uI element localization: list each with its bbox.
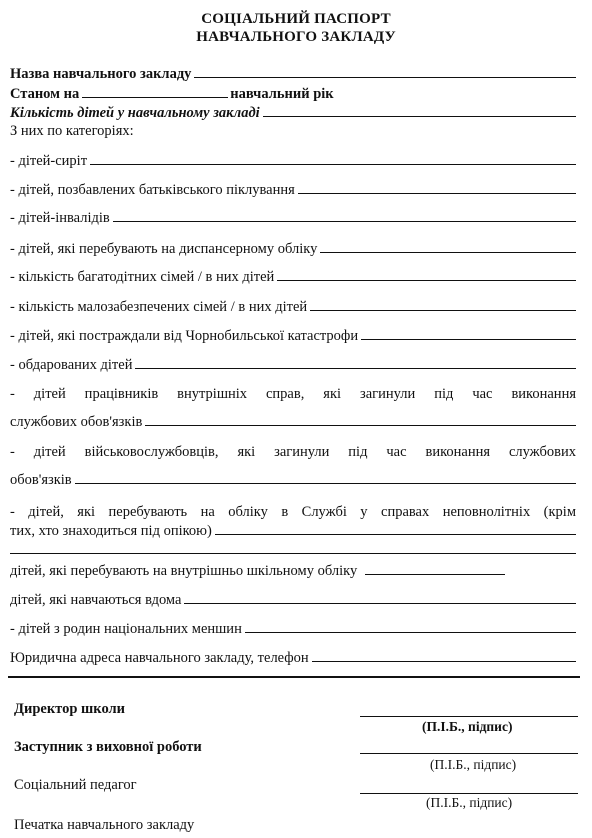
juvenile-row-1 [10, 503, 576, 521]
categories-heading-row [10, 122, 576, 140]
as-of-date-field[interactable] [82, 84, 228, 98]
large-families-label: - кількість багатодітних сімей / в них дітей [10, 269, 275, 285]
large-families-field[interactable] [277, 267, 576, 281]
children-count-label: Кількість дітей у навчальному закладі [10, 105, 260, 121]
children-count-field[interactable] [263, 103, 576, 117]
deprived-care-field[interactable] [298, 180, 576, 194]
section-divider [8, 676, 580, 678]
disabled-label: - дітей-інвалідів [10, 210, 110, 226]
interior-field[interactable] [145, 412, 576, 426]
school-name-field[interactable] [194, 64, 576, 78]
low-income-row [10, 297, 576, 316]
home-schooling-label: дітей, які навчаються вдома [10, 592, 182, 608]
interior-label-1: - дітей працівників внутрішніх справ, які загинули під час виконання [10, 386, 576, 402]
dispensary-field[interactable] [320, 239, 576, 253]
interior-label-2: службових обов'язків [10, 414, 143, 430]
gifted-field[interactable] [135, 355, 576, 369]
deprived-care-label: - дітей, позбавлених батьківського піклування [10, 182, 295, 198]
juvenile-field[interactable] [215, 521, 576, 535]
home-schooling-row [10, 590, 576, 609]
juvenile-row-2 [10, 521, 576, 540]
chernobyl-label: - дітей, які постраждали від Чорнобильської катастрофи [10, 328, 359, 344]
orphans-label: - дітей-сиріт [10, 153, 88, 169]
low-income-label: - кількість малозабезпечених сімей / в них дітей [10, 299, 308, 315]
minorities-field[interactable] [245, 619, 576, 633]
military-row-1 [10, 443, 576, 461]
gifted-label: - обдарованих дітей [10, 357, 133, 373]
chernobyl-row [10, 326, 576, 345]
gifted-row [10, 355, 576, 374]
children-count-row [10, 103, 576, 122]
deputy-label: Заступник з виховної роботи [14, 739, 202, 755]
military-label-1: - дітей військовослужбовців, які загинули під час виконання службових [10, 444, 576, 460]
social-pedagogue-label: Соціальний педагог [14, 777, 137, 793]
school-stamp-label: Печатка навчального закладу [14, 817, 195, 833]
interior-row-1 [10, 385, 576, 403]
minorities-row [10, 619, 576, 638]
military-field[interactable] [75, 470, 576, 484]
address-field[interactable] [312, 648, 576, 662]
internal-registry-label: дітей, які перебувають на внутрішньо шкільному обліку [10, 563, 358, 579]
juvenile-label-1: - дітей, які перебувають на обліку в Службі у справах неповнолітніх (крім [10, 504, 576, 520]
juvenile-label-2: тих, хто знаходиться під опікою) [10, 523, 212, 539]
categories-heading: З них по категоріях: [10, 123, 134, 139]
internal-registry-field[interactable] [365, 561, 505, 575]
interior-row-2 [10, 412, 576, 431]
dispensary-row [10, 239, 576, 258]
director-caption: (П.І.Б., підпис) [422, 719, 513, 734]
school-name-label: Назва навчального закладу [10, 66, 192, 82]
disabled-row [10, 208, 576, 227]
internal-registry-row [10, 561, 576, 580]
military-row-2 [10, 470, 576, 489]
social-pedagogue-caption: (П.І.Б., підпис) [426, 795, 513, 810]
school-name-row [10, 64, 576, 83]
orphans-field[interactable] [90, 151, 576, 165]
low-income-field[interactable] [310, 297, 576, 311]
military-label-2: обов'язків [10, 472, 72, 488]
director-signature-field[interactable] [360, 700, 578, 717]
deputy-caption: (П.І.Б., підпис) [430, 757, 517, 772]
dispensary-label: - дітей, які перебувають на диспансерному обліку [10, 241, 318, 257]
form-title-line2: НАВЧАЛЬНОГО ЗАКЛАДУ [196, 29, 396, 45]
address-row [10, 648, 576, 667]
juvenile-extra-line[interactable] [10, 553, 576, 554]
chernobyl-field[interactable] [361, 326, 576, 340]
minorities-label: - дітей з родин національних меншин [10, 621, 242, 637]
disabled-field[interactable] [113, 208, 576, 222]
home-schooling-field[interactable] [184, 590, 576, 604]
address-label: Юридична адреса навчального закладу, телефон [10, 650, 309, 666]
director-label: Директор школи [14, 701, 126, 717]
as-of-row [10, 84, 350, 103]
as-of-label: Станом на [10, 86, 80, 102]
school-year-label: навчальний рік [230, 86, 334, 102]
deprived-care-row [10, 180, 576, 199]
form-title-line1: СОЦІАЛЬНИЙ ПАСПОРТ [201, 11, 391, 27]
social-pedagogue-signature-field[interactable] [360, 777, 578, 794]
orphans-row [10, 151, 576, 170]
deputy-signature-field[interactable] [360, 737, 578, 754]
large-families-row [10, 267, 576, 286]
